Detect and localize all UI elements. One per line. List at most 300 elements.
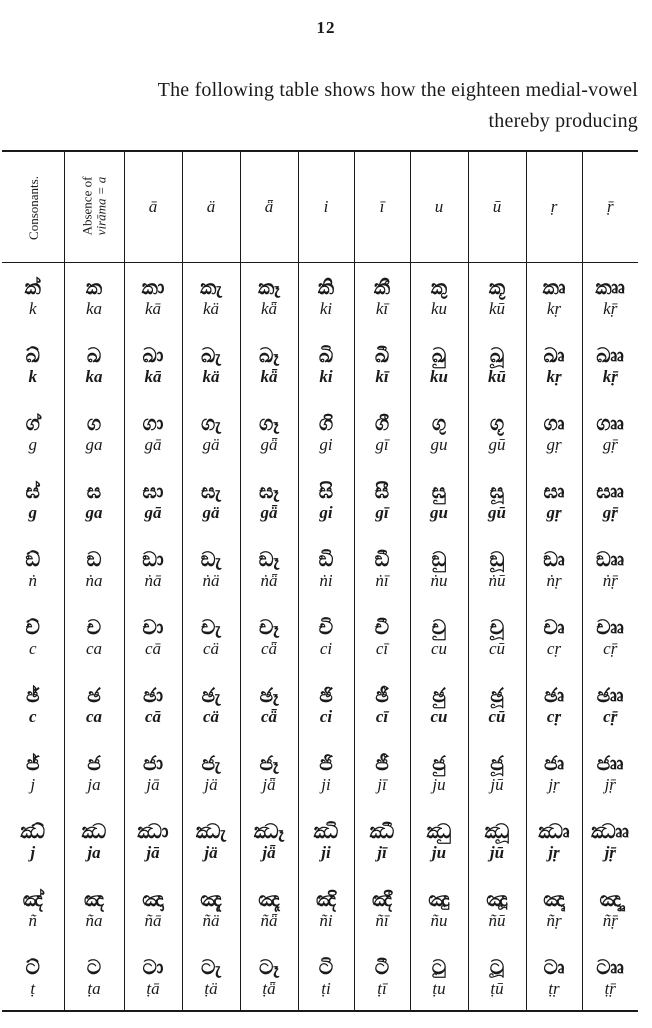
- transliteration: ci: [319, 639, 333, 658]
- table-cell: [468, 535, 526, 603]
- table-cell: [240, 467, 298, 535]
- table-cell: [468, 263, 526, 332]
- table-cell: [354, 331, 410, 399]
- transliteration: jī: [377, 843, 387, 862]
- transliteration: ka: [85, 299, 103, 318]
- sinhala-syllable: ගි: [318, 411, 334, 435]
- sinhala-syllable: ච්: [25, 615, 40, 639]
- transliteration: ka: [85, 367, 103, 386]
- sinhala-syllable: චී: [374, 615, 390, 639]
- sinhala-syllable: චැ: [201, 615, 221, 639]
- transliteration: gī: [375, 503, 389, 522]
- header-consonants: [2, 152, 64, 263]
- transliteration: kṛ: [546, 299, 562, 318]
- transliteration: cī: [375, 639, 389, 658]
- sinhala-syllable: ඛී: [374, 343, 390, 367]
- table-cell: [182, 671, 240, 739]
- table-cell: [354, 263, 410, 332]
- transliteration: ṭä: [204, 979, 218, 998]
- sinhala-syllable: ට්: [25, 955, 40, 979]
- transliteration: ku: [430, 299, 448, 318]
- transliteration: j: [30, 843, 36, 862]
- table-cell: [298, 331, 354, 399]
- transliteration: jǟ: [262, 843, 276, 862]
- sinhala-syllable: ඣා: [137, 819, 169, 843]
- header-vowel: i: [298, 152, 354, 263]
- table-cell: [298, 807, 354, 875]
- sinhala-syllable: ඝෲ: [596, 479, 625, 503]
- table-row: [2, 399, 638, 467]
- table-cell: [468, 671, 526, 739]
- intro-text-line1: The following table shows how the eighteen medial-vowel: [157, 79, 638, 101]
- transliteration: ga: [85, 503, 103, 522]
- table-cell: [298, 263, 354, 332]
- table-cell: [240, 739, 298, 807]
- table-cell: [240, 875, 298, 943]
- table-cell: [354, 399, 410, 467]
- transliteration: ṅä: [202, 571, 220, 590]
- table-cell: [298, 943, 354, 1011]
- sinhala-syllable: ඞෑ: [258, 547, 280, 571]
- transliteration: gu: [430, 435, 448, 454]
- table-body: [2, 263, 638, 1012]
- transliteration: ṅu: [430, 571, 448, 590]
- table-cell: [526, 535, 582, 603]
- table-cell: [240, 535, 298, 603]
- sinhala-syllable: ඡි: [319, 683, 333, 707]
- table-cell: [526, 467, 582, 535]
- sinhala-syllable: ටා: [142, 955, 164, 979]
- table-cell: [2, 739, 64, 807]
- sinhala-syllable: ජු: [432, 751, 446, 775]
- table-cell: [182, 943, 240, 1011]
- sinhala-syllable: ඛි: [318, 343, 334, 367]
- table-cell: [240, 331, 298, 399]
- transliteration: jǟ: [262, 775, 276, 794]
- table-cell: [410, 603, 468, 671]
- transliteration: jā: [146, 775, 160, 794]
- sinhala-syllable: ඤූ: [486, 887, 508, 911]
- sinhala-syllable: ඞ්: [25, 547, 41, 571]
- page-number: 12: [316, 18, 336, 37]
- table-row: [2, 739, 638, 807]
- sinhala-syllable: ගෘ: [543, 411, 565, 435]
- table-cell: [240, 603, 298, 671]
- table-cell: [182, 875, 240, 943]
- table-cell: [124, 467, 182, 535]
- transliteration: ñī: [375, 911, 389, 930]
- table-cell: [2, 467, 64, 535]
- transliteration: kṝ: [602, 367, 618, 386]
- table-cell: [64, 671, 124, 739]
- transliteration: ṭu: [432, 979, 446, 998]
- sinhala-syllable: ඞි: [318, 547, 334, 571]
- transliteration: cu: [430, 707, 448, 726]
- transliteration: ṅā: [144, 571, 162, 590]
- transliteration: ṭi: [321, 979, 331, 998]
- table-cell: [182, 535, 240, 603]
- table-cell: [2, 399, 64, 467]
- table-cell: [582, 603, 638, 671]
- sinhala-syllable: ඝෘ: [543, 479, 565, 503]
- transliteration: ṭa: [87, 979, 101, 998]
- table-cell: [64, 807, 124, 875]
- table-cell: [468, 739, 526, 807]
- sinhala-syllable: ටූ: [489, 955, 505, 979]
- sinhala-syllable: ජ්: [25, 751, 40, 775]
- table-cell: [124, 875, 182, 943]
- sinhala-syllable: ඡෲ: [596, 683, 624, 707]
- sinhala-syllable: කෲ: [595, 275, 626, 299]
- table-row: [2, 331, 638, 399]
- transliteration: cä: [202, 639, 220, 658]
- transliteration: ṭā: [146, 979, 160, 998]
- table-header-row: [2, 152, 638, 263]
- sinhala-syllable: කා: [141, 275, 165, 299]
- sinhala-syllable: ගෑ: [259, 411, 279, 435]
- table-cell: [240, 399, 298, 467]
- sinhala-syllable: ඛැ: [201, 343, 221, 367]
- table-cell: [298, 739, 354, 807]
- table-cell: [64, 331, 124, 399]
- table-cell: [526, 943, 582, 1011]
- table-row: [2, 263, 638, 332]
- table-cell: [582, 263, 638, 332]
- transliteration: ñǟ: [260, 911, 278, 930]
- transliteration: ki: [319, 367, 333, 386]
- sinhala-syllable: කු: [430, 275, 448, 299]
- sinhala-syllable: ඛ: [86, 343, 102, 367]
- transliteration: cā: [144, 639, 162, 658]
- sinhala-syllable: ඛු: [431, 343, 447, 367]
- sinhala-syllable: ඤෲ: [599, 887, 621, 911]
- sinhala-syllable: ජ: [87, 751, 101, 775]
- transliteration: ṭṛ: [548, 979, 560, 998]
- sinhala-syllable: ග: [86, 411, 102, 435]
- table-cell: [582, 875, 638, 943]
- sinhala-syllable: ටි: [318, 955, 334, 979]
- sinhala-syllable: ටැ: [201, 955, 221, 979]
- sinhala-syllable: චි: [318, 615, 334, 639]
- table-cell: [468, 467, 526, 535]
- header-vowel: ǟ: [240, 152, 298, 263]
- sinhala-syllable: චෲ: [596, 615, 625, 639]
- sinhala-syllable: චු: [431, 615, 447, 639]
- table-cell: [468, 331, 526, 399]
- transliteration: gṛ: [546, 503, 562, 522]
- transliteration: ṅi: [319, 571, 333, 590]
- table-cell: [410, 671, 468, 739]
- transliteration: ña: [85, 911, 103, 930]
- transliteration: gu: [430, 503, 448, 522]
- header-vowel: ṝ: [582, 152, 638, 263]
- table-cell: [354, 671, 410, 739]
- sinhala-syllable: ට: [86, 955, 102, 979]
- sinhala-syllable: ඝි: [318, 479, 334, 503]
- sinhala-syllable: කී: [373, 275, 391, 299]
- sinhala-syllable: ජෑ: [259, 751, 279, 775]
- sinhala-syllable: ඤෑ: [258, 887, 280, 911]
- sinhala-syllable: ඝූ: [489, 479, 505, 503]
- table-cell: [64, 603, 124, 671]
- table-row: [2, 875, 638, 943]
- transliteration: j: [30, 775, 36, 794]
- transliteration: gṝ: [602, 435, 618, 454]
- transliteration: gū: [488, 435, 506, 454]
- transliteration: jū: [489, 843, 505, 862]
- table-cell: [354, 943, 410, 1011]
- sinhala-syllable: කැ: [200, 275, 222, 299]
- transliteration: cä: [202, 707, 220, 726]
- header-vowel: ṛ: [526, 152, 582, 263]
- sinhala-syllable: ටෲ: [596, 955, 625, 979]
- transliteration: ṅṝ: [602, 571, 618, 590]
- sinhala-syllable: ඡ: [87, 683, 101, 707]
- transliteration: cǟ: [260, 707, 278, 726]
- table-cell: [526, 807, 582, 875]
- transliteration: gä: [202, 503, 220, 522]
- sinhala-syllable: ගූ: [489, 411, 505, 435]
- sinhala-syllable: ඞී: [374, 547, 390, 571]
- sinhala-syllable: කි: [317, 275, 335, 299]
- table-cell: [64, 399, 124, 467]
- transliteration: kä: [202, 367, 220, 386]
- table-cell: [298, 671, 354, 739]
- table-cell: [410, 807, 468, 875]
- transliteration: g: [28, 503, 37, 522]
- sinhala-syllable: ඛා: [142, 343, 164, 367]
- table-cell: [124, 603, 182, 671]
- transliteration: kī: [375, 367, 389, 386]
- transliteration: ga: [85, 435, 103, 454]
- table-cell: [124, 399, 182, 467]
- transliteration: gi: [319, 503, 333, 522]
- transliteration: cī: [375, 707, 389, 726]
- table-cell: [2, 603, 64, 671]
- header-vowel: ū: [468, 152, 526, 263]
- sinhala-syllable: ඞූ: [489, 547, 505, 571]
- table-row: [2, 671, 638, 739]
- transliteration: jṛ: [548, 775, 560, 794]
- table-cell: [526, 263, 582, 332]
- sinhala-syllable: ඛෘ: [543, 343, 565, 367]
- transliteration: gū: [488, 503, 506, 522]
- sinhala-syllable: කූ: [488, 275, 506, 299]
- transliteration: gṝ: [602, 503, 618, 522]
- transliteration: cṝ: [603, 639, 618, 658]
- table-cell: [240, 671, 298, 739]
- transliteration: jā: [146, 843, 160, 862]
- table-cell: [64, 875, 124, 943]
- sinhala-syllable: ඛූ: [489, 343, 505, 367]
- sinhala-syllable: කෑ: [258, 275, 280, 299]
- table-cell: [124, 535, 182, 603]
- sinhala-syllable: ඞා: [142, 547, 164, 571]
- table-row: [2, 535, 638, 603]
- sinhala-syllable: ඡ්: [25, 683, 40, 707]
- sinhala-syllable: ඞෲ: [596, 547, 625, 571]
- table-row: [2, 603, 638, 671]
- transliteration: ca: [85, 639, 103, 658]
- transliteration: jṛ: [548, 843, 560, 862]
- transliteration: ju: [432, 775, 446, 794]
- table-cell: [582, 943, 638, 1011]
- table-cell: [354, 739, 410, 807]
- sinhala-syllable: චෑ: [259, 615, 279, 639]
- table-cell: [410, 535, 468, 603]
- sinhala-syllable: ඤි: [315, 887, 337, 911]
- table-cell: [240, 263, 298, 332]
- sinhala-syllable: ඤු: [428, 887, 450, 911]
- transliteration: jṝ: [604, 775, 616, 794]
- transliteration: k: [28, 299, 37, 318]
- transliteration: ja: [87, 775, 101, 794]
- sinhala-syllable: ඡැ: [201, 683, 221, 707]
- sinhala-syllable: ඣෘ: [538, 819, 570, 843]
- transliteration: kū: [488, 367, 506, 386]
- table-cell: [298, 399, 354, 467]
- vowel-table-frame: [2, 150, 638, 1012]
- medial-vowel-table: [2, 152, 638, 1011]
- table-cell: [526, 603, 582, 671]
- transliteration: jṝ: [604, 843, 616, 862]
- transliteration: kǟ: [260, 367, 278, 386]
- sinhala-syllable: චා: [142, 615, 164, 639]
- sinhala-syllable: ජෲ: [596, 751, 624, 775]
- sinhala-syllable: ඣී: [369, 819, 395, 843]
- transliteration: gǟ: [260, 435, 278, 454]
- sinhala-syllable: ග්: [25, 411, 40, 435]
- sinhala-syllable: කෘ: [542, 275, 566, 299]
- transliteration: k: [28, 367, 37, 386]
- header-absence-line1: Absence of: [79, 176, 94, 236]
- table-cell: [298, 875, 354, 943]
- sinhala-syllable: ඝු: [431, 479, 447, 503]
- intro-text-line2: thereby producing: [488, 110, 638, 132]
- table-row: [2, 807, 638, 875]
- transliteration: gi: [319, 435, 333, 454]
- transliteration: jī: [377, 775, 387, 794]
- sinhala-syllable: ඤී: [371, 887, 393, 911]
- transliteration: ṭǟ: [262, 979, 276, 998]
- header-consonants-label: Consonants.: [25, 176, 41, 240]
- table-cell: [64, 263, 124, 332]
- table-cell: [240, 943, 298, 1011]
- sinhala-syllable: ඤැ: [200, 887, 222, 911]
- sinhala-syllable: ඡෑ: [259, 683, 279, 707]
- sinhala-syllable: ඣු: [426, 819, 452, 843]
- sinhala-syllable: ටී: [374, 955, 390, 979]
- table-cell: [182, 807, 240, 875]
- table-cell: [64, 739, 124, 807]
- table-cell: [2, 943, 64, 1011]
- table-cell: [526, 875, 582, 943]
- transliteration: ṅṛ: [546, 571, 562, 590]
- header-vowel: ä: [182, 152, 240, 263]
- transliteration: cū: [488, 707, 506, 726]
- table-cell: [526, 739, 582, 807]
- sinhala-syllable: ඡූ: [490, 683, 504, 707]
- table-cell: [2, 263, 64, 332]
- table-cell: [124, 671, 182, 739]
- sinhala-syllable: ටෘ: [543, 955, 565, 979]
- table-cell: [2, 535, 64, 603]
- transliteration: gṛ: [546, 435, 562, 454]
- sinhala-syllable: ඤ්: [22, 887, 43, 911]
- transliteration: ṭū: [490, 979, 504, 998]
- transliteration: jä: [204, 843, 218, 862]
- table-cell: [2, 875, 64, 943]
- table-cell: [354, 467, 410, 535]
- sinhala-syllable: ඞු: [431, 547, 447, 571]
- table-cell: [410, 331, 468, 399]
- table-cell: [468, 807, 526, 875]
- sinhala-syllable: ඛ්: [25, 343, 40, 367]
- table-cell: [468, 603, 526, 671]
- table-cell: [124, 263, 182, 332]
- table-cell: [526, 671, 582, 739]
- table-cell: [64, 467, 124, 535]
- table-cell: [410, 467, 468, 535]
- transliteration: kī: [375, 299, 389, 318]
- header-absence-line2: virāma = a: [93, 176, 108, 236]
- sinhala-syllable: ඝ: [86, 479, 102, 503]
- sinhala-syllable: ක්: [24, 275, 41, 299]
- sinhala-syllable: ජෘ: [543, 751, 565, 775]
- sinhala-syllable: ඛෑ: [259, 343, 279, 367]
- sinhala-syllable: ජැ: [201, 751, 221, 775]
- table-cell: [2, 671, 64, 739]
- sinhala-syllable: චූ: [489, 615, 505, 639]
- transliteration: gǟ: [260, 503, 278, 522]
- transliteration: ñu: [430, 911, 448, 930]
- sinhala-syllable: ජූ: [490, 751, 504, 775]
- transliteration: ñṝ: [602, 911, 618, 930]
- table-cell: [582, 331, 638, 399]
- transliteration: ku: [430, 367, 448, 386]
- transliteration: cṛ: [546, 707, 562, 726]
- transliteration: ji: [321, 775, 331, 794]
- sinhala-syllable: ඣෑ: [253, 819, 285, 843]
- table-cell: [410, 739, 468, 807]
- transliteration: ñū: [488, 911, 506, 930]
- sinhala-syllable: ඡා: [142, 683, 164, 707]
- transliteration: ṭī: [377, 979, 387, 998]
- table-cell: [182, 739, 240, 807]
- transliteration: kṝ: [603, 299, 618, 318]
- table-cell: [582, 739, 638, 807]
- sinhala-syllable: ඞැ: [200, 547, 222, 571]
- transliteration: c: [28, 639, 37, 658]
- table-cell: [298, 603, 354, 671]
- transliteration: ṅī: [375, 571, 389, 590]
- transliteration: kū: [488, 299, 506, 318]
- table-cell: [124, 807, 182, 875]
- table-cell: [410, 875, 468, 943]
- sinhala-syllable: ඞ: [86, 547, 102, 571]
- transliteration: ṅǟ: [260, 571, 278, 590]
- table-cell: [182, 263, 240, 332]
- sinhala-syllable: ජී: [375, 751, 389, 775]
- transliteration: g: [28, 435, 37, 454]
- transliteration: cṝ: [603, 707, 618, 726]
- table-cell: [124, 739, 182, 807]
- header-absence-of-virama: [64, 152, 124, 263]
- sinhala-syllable: ජා: [142, 751, 164, 775]
- table-cell: [582, 535, 638, 603]
- table-cell: [354, 535, 410, 603]
- sinhala-syllable: ඝැ: [201, 479, 221, 503]
